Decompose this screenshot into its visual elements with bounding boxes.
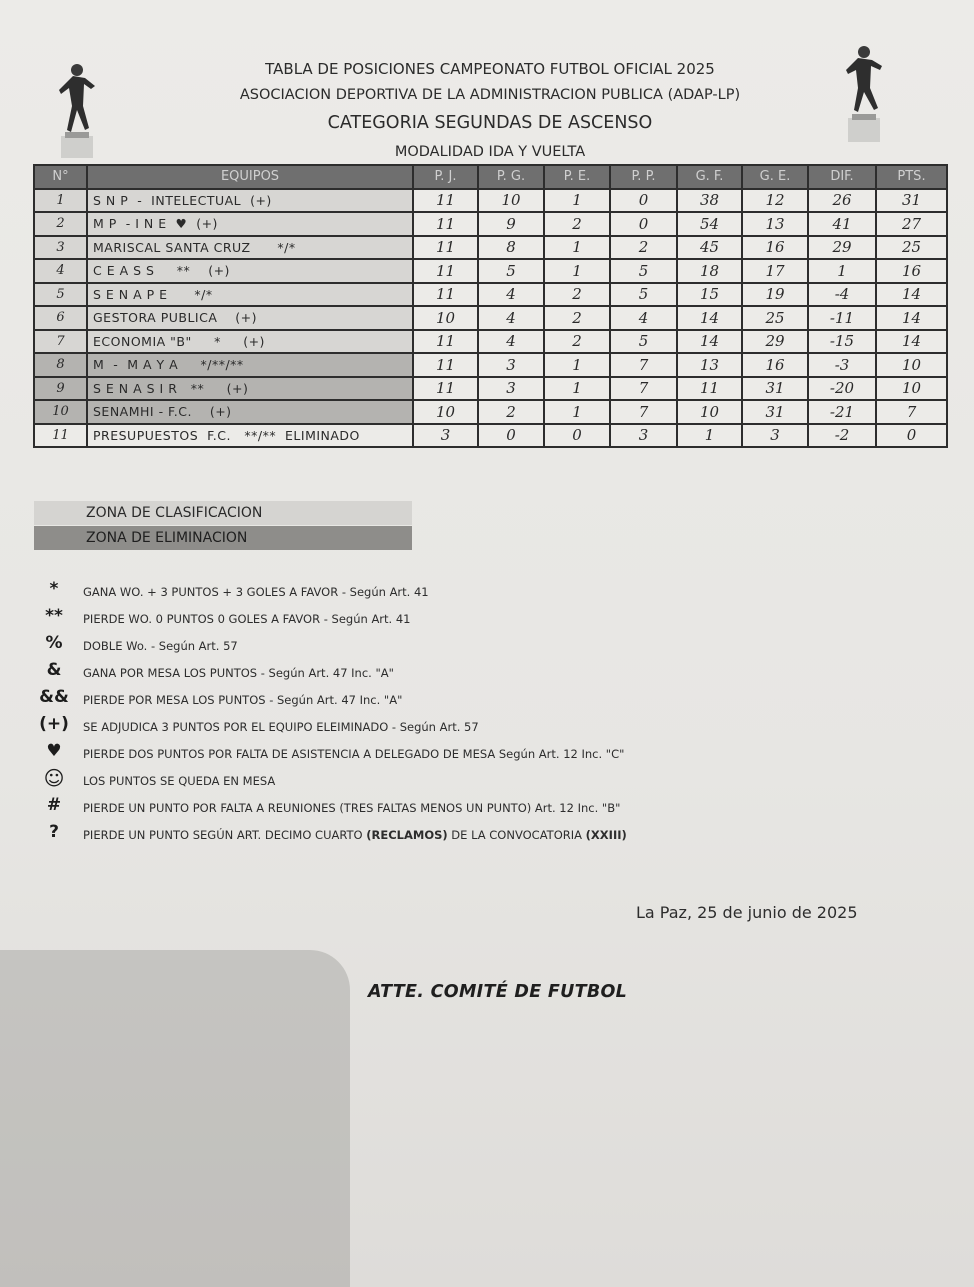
cell-number: 3	[34, 236, 87, 260]
cell-lost: 0	[610, 189, 677, 213]
note-item	[28, 579, 728, 606]
cell-played: 3	[413, 424, 478, 448]
cell-played: 10	[413, 400, 478, 424]
cell-number: 4	[34, 259, 87, 283]
table-row	[34, 259, 947, 283]
cell-won: 10	[478, 189, 544, 213]
cell-goals-for: 15	[677, 283, 742, 307]
zone-elimination-legend: ZONA DE ELIMINACION	[34, 526, 412, 550]
note-item	[28, 741, 728, 768]
cell-goal-diff: -15	[808, 330, 876, 354]
standings-table	[33, 164, 948, 448]
cell-goals-against: 3	[742, 424, 808, 448]
cell-lost: 4	[610, 306, 677, 330]
cell-lost: 7	[610, 353, 677, 377]
cell-points: 27	[876, 212, 947, 236]
cell-number: 1	[34, 189, 87, 213]
cell-goals-against: 19	[742, 283, 808, 307]
cell-points: 16	[876, 259, 947, 283]
note-text: PIERDE POR MESA LOS PUNTOS - Según Art. 47 Inc. "A"	[83, 693, 403, 707]
cell-played: 11	[413, 377, 478, 401]
asterisk-symbol: *	[49, 579, 59, 599]
note-item	[28, 795, 728, 822]
document-title: TABLA DE POSICIONES CAMPEONATO FUTBOL OFICIAL 2025	[265, 60, 715, 78]
cell-lost: 5	[610, 283, 677, 307]
cell-points: 0	[876, 424, 947, 448]
cell-goals-against: 13	[742, 212, 808, 236]
cell-won: 8	[478, 236, 544, 260]
cell-goals-against: 12	[742, 189, 808, 213]
cell-lost: 2	[610, 236, 677, 260]
cell-team: M - M A Y A */**/**	[87, 353, 413, 377]
cell-goals-against: 17	[742, 259, 808, 283]
cell-lost: 0	[610, 212, 677, 236]
cell-team: S E N A P E */*	[87, 283, 413, 307]
cell-team: S N P - INTELECTUAL (+)	[87, 189, 413, 213]
note-item	[28, 768, 728, 795]
cell-goals-against: 29	[742, 330, 808, 354]
cell-number: 11	[34, 424, 87, 448]
cell-won: 3	[478, 353, 544, 377]
standings-body	[34, 189, 947, 448]
cell-goals-for: 13	[677, 353, 742, 377]
table-row	[34, 377, 947, 401]
cell-goals-for: 11	[677, 377, 742, 401]
col-header-lost: P. P.	[610, 165, 677, 189]
cell-goal-diff: -21	[808, 400, 876, 424]
cell-number: 8	[34, 353, 87, 377]
cell-lost: 7	[610, 377, 677, 401]
ampersand-symbol: &	[46, 660, 62, 680]
table-row	[34, 306, 947, 330]
note-text-part: PIERDE UN PUNTO SEGÚN ART. DECIMO CUARTO	[83, 828, 367, 842]
note-text-bold: (XXIII)	[585, 828, 627, 842]
cell-goal-diff: -20	[808, 377, 876, 401]
col-header-goal-diff: DIF.	[808, 165, 876, 189]
double-asterisk-symbol: **	[45, 606, 63, 626]
cell-points: 31	[876, 189, 947, 213]
modality-subtitle: MODALIDAD IDA Y VUELTA	[394, 144, 586, 160]
hash-symbol: #	[46, 795, 62, 815]
cell-drawn: 1	[544, 377, 610, 401]
football-player-figure-right	[838, 42, 888, 142]
cell-goal-diff: 41	[808, 212, 876, 236]
cell-drawn: 1	[544, 189, 610, 213]
percent-symbol: %	[45, 633, 63, 653]
cell-goals-against: 16	[742, 236, 808, 260]
cell-goals-for: 14	[677, 306, 742, 330]
signature: ATTE. COMITÉ DE FUTBOL	[368, 982, 628, 1002]
cell-drawn: 2	[544, 283, 610, 307]
note-text: PIERDE DOS PUNTOS POR FALTA DE ASISTENCIA A DELEGADO DE MESA Según Art. 12 Inc. "C"	[83, 747, 625, 761]
col-header-won: P. G.	[478, 165, 544, 189]
smiley-icon: ☺	[43, 766, 65, 790]
cell-goals-against: 16	[742, 353, 808, 377]
cell-number: 5	[34, 283, 87, 307]
association-name: ASOCIACION DEPORTIVA DE LA ADMINISTRACION PUBLICA (ADAP-LP)	[239, 87, 741, 103]
cell-goals-for: 10	[677, 400, 742, 424]
note-item	[28, 606, 728, 633]
note-item	[28, 714, 728, 741]
table-row	[34, 189, 947, 213]
question-symbol: ?	[49, 822, 59, 842]
cell-played: 11	[413, 330, 478, 354]
cell-goals-against: 25	[742, 306, 808, 330]
cell-number: 7	[34, 330, 87, 354]
cell-goals-against: 31	[742, 400, 808, 424]
cell-drawn: 1	[544, 259, 610, 283]
note-text: GANA POR MESA LOS PUNTOS - Según Art. 47 Inc. "A"	[83, 666, 394, 680]
cell-goal-diff: -4	[808, 283, 876, 307]
cell-points: 25	[876, 236, 947, 260]
cell-points: 7	[876, 400, 947, 424]
cell-drawn: 2	[544, 212, 610, 236]
note-text-bold: (RECLAMOS)	[366, 828, 448, 842]
note-text: GANA WO. + 3 PUNTOS + 3 GOLES A FAVOR - Según Art. 41	[83, 585, 429, 599]
cell-played: 11	[413, 353, 478, 377]
note-item	[28, 687, 728, 714]
col-header-teams: EQUIPOS	[87, 165, 413, 189]
note-text: PIERDE WO. 0 PUNTOS 0 GOLES A FAVOR - Según Art. 41	[83, 612, 411, 626]
cell-number: 6	[34, 306, 87, 330]
cell-drawn: 1	[544, 236, 610, 260]
cell-drawn: 0	[544, 424, 610, 448]
cell-goal-diff: 1	[808, 259, 876, 283]
cell-won: 9	[478, 212, 544, 236]
cell-number: 9	[34, 377, 87, 401]
cell-team: GESTORA PUBLICA (+)	[87, 306, 413, 330]
table-row	[34, 424, 947, 448]
cell-won: 2	[478, 400, 544, 424]
cell-goals-for: 54	[677, 212, 742, 236]
cell-goal-diff: -3	[808, 353, 876, 377]
col-header-number: N°	[34, 165, 87, 189]
table-row	[34, 330, 947, 354]
cell-points: 10	[876, 377, 947, 401]
cell-played: 11	[413, 212, 478, 236]
cell-lost: 3	[610, 424, 677, 448]
cell-goals-for: 14	[677, 330, 742, 354]
cell-won: 0	[478, 424, 544, 448]
cell-team: S E N A S I R ** (+)	[87, 377, 413, 401]
cell-drawn: 1	[544, 400, 610, 424]
col-header-played: P. J.	[413, 165, 478, 189]
note-item	[28, 633, 728, 660]
note-text: DOBLE Wo. - Según Art. 57	[83, 639, 238, 653]
zone-classification-legend: ZONA DE CLASIFICACION	[34, 501, 412, 525]
cell-goals-for: 45	[677, 236, 742, 260]
cell-won: 4	[478, 283, 544, 307]
cell-goal-diff: 26	[808, 189, 876, 213]
table-row	[34, 353, 947, 377]
col-header-drawn: P. E.	[544, 165, 610, 189]
cell-lost: 5	[610, 259, 677, 283]
note-item	[28, 822, 728, 849]
col-header-goals-for: G. F.	[677, 165, 742, 189]
cell-goals-for: 1	[677, 424, 742, 448]
cell-team: ECONOMIA "B" * (+)	[87, 330, 413, 354]
cell-drawn: 1	[544, 353, 610, 377]
heart-icon: ♥	[46, 741, 62, 761]
document-date: La Paz, 25 de junio de 2025	[636, 903, 858, 922]
cell-goal-diff: -2	[808, 424, 876, 448]
cell-goals-for: 18	[677, 259, 742, 283]
cell-played: 10	[413, 306, 478, 330]
cell-points: 10	[876, 353, 947, 377]
cell-points: 14	[876, 306, 947, 330]
cell-drawn: 2	[544, 306, 610, 330]
plus-symbol: (+)	[39, 714, 69, 734]
cell-goal-diff: -11	[808, 306, 876, 330]
cell-team: M P - I N E ♥ (+)	[87, 212, 413, 236]
cell-goal-diff: 29	[808, 236, 876, 260]
note-text: PIERDE UN PUNTO POR FALTA A REUNIONES (TRES FALTAS MENOS UN PUNTO) Art. 12 Inc. "B"	[83, 801, 621, 815]
cell-drawn: 2	[544, 330, 610, 354]
notes-legend	[28, 579, 728, 849]
table-row	[34, 400, 947, 424]
cell-goals-for: 38	[677, 189, 742, 213]
table-row	[34, 283, 947, 307]
col-header-goals-against: G. E.	[742, 165, 808, 189]
cell-played: 11	[413, 259, 478, 283]
note-text: SE ADJUDICA 3 PUNTOS POR EL EQUIPO ELEIMINADO - Según Art. 57	[83, 720, 479, 734]
cell-played: 11	[413, 189, 478, 213]
cell-points: 14	[876, 283, 947, 307]
cell-team: SENAMHI - F.C. (+)	[87, 400, 413, 424]
cell-number: 2	[34, 212, 87, 236]
note-text: LOS PUNTOS SE QUEDA EN MESA	[83, 774, 276, 788]
cell-won: 5	[478, 259, 544, 283]
col-header-points: PTS.	[876, 165, 947, 189]
note-item	[28, 660, 728, 687]
cell-points: 14	[876, 330, 947, 354]
table-row	[34, 236, 947, 260]
table-header-row	[34, 165, 947, 189]
cell-played: 11	[413, 236, 478, 260]
table-row	[34, 212, 947, 236]
photo-shadow	[0, 950, 350, 1287]
cell-lost: 5	[610, 330, 677, 354]
cell-number: 10	[34, 400, 87, 424]
cell-played: 11	[413, 283, 478, 307]
cell-lost: 7	[610, 400, 677, 424]
category-title: CATEGORIA SEGUNDAS DE ASCENSO	[327, 113, 653, 133]
cell-won: 3	[478, 377, 544, 401]
cell-team: C E A S S ** (+)	[87, 259, 413, 283]
note-text-part: DE LA CONVOCATORIA	[447, 828, 586, 842]
football-player-figure-left	[55, 58, 105, 158]
cell-team: PRESUPUESTOS F.C. **/** ELIMINADO	[87, 424, 413, 448]
double-ampersand-symbol: &&	[39, 687, 69, 707]
cell-goals-against: 31	[742, 377, 808, 401]
note-text	[83, 828, 627, 842]
cell-won: 4	[478, 306, 544, 330]
cell-team: MARISCAL SANTA CRUZ */*	[87, 236, 413, 260]
cell-won: 4	[478, 330, 544, 354]
